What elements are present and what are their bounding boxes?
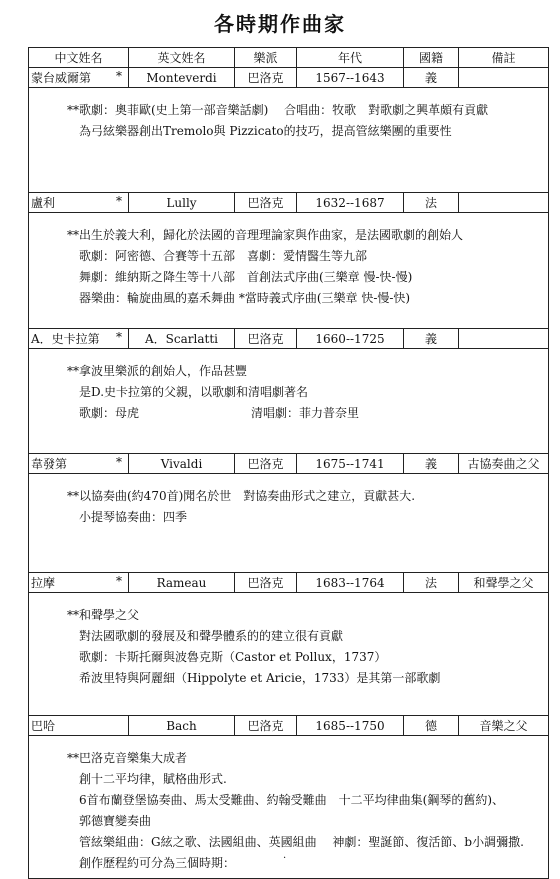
english-name: Monteverdi bbox=[129, 68, 235, 88]
english-name: Rameau bbox=[129, 573, 235, 593]
composer-desc-vivaldi bbox=[29, 474, 549, 573]
school: 巴洛克 bbox=[235, 573, 297, 593]
nationality: 德 bbox=[404, 716, 459, 736]
desc-line: 清唱劇：菲力普奈里 bbox=[251, 406, 360, 420]
desc-line: 創十二平均律，賦格曲形式. bbox=[79, 772, 227, 786]
desc-line: 歌劇：母虎 bbox=[79, 406, 140, 420]
composer-desc-monteverdi bbox=[29, 88, 549, 193]
chinese-name: A．史卡拉第 bbox=[31, 332, 100, 346]
composer-row-monteverdi bbox=[29, 68, 549, 88]
nationality: 義 bbox=[404, 454, 459, 474]
star-mark: * bbox=[116, 194, 122, 208]
era: 1675--1741 bbox=[297, 454, 404, 474]
table-header-row bbox=[29, 48, 549, 68]
star-mark: * bbox=[116, 69, 122, 83]
desc-line: **拿波里樂派的創始人，作品甚豐 bbox=[67, 364, 248, 378]
header-chinese-name: 中文姓名 bbox=[29, 48, 129, 68]
composer-row-scarlatti bbox=[29, 329, 549, 349]
composer-row-vivaldi bbox=[29, 454, 549, 474]
desc-line: 對法國歌劇的發展及和聲學體系的的建立很有貢獻 bbox=[79, 629, 344, 643]
desc-line: 器樂曲：輪旋曲風的嘉禾舞曲 *當時義式序曲(三樂章 快-慢-快) bbox=[79, 291, 411, 305]
desc-line: 舞劇：維納斯之降生等十八部 首創法式序曲(三樂章 慢-快-慢) bbox=[79, 270, 413, 284]
header-english-name: 英文姓名 bbox=[129, 48, 235, 68]
english-name: Vivaldi bbox=[129, 454, 235, 474]
header-school: 樂派 bbox=[235, 48, 297, 68]
school: 巴洛克 bbox=[235, 716, 297, 736]
header-era: 年代 bbox=[297, 48, 404, 68]
desc-line: **巴洛克音樂集大成者 bbox=[67, 751, 188, 765]
composer-desc-bach bbox=[29, 736, 549, 879]
chinese-name: 蒙台威爾第 bbox=[31, 71, 92, 85]
chinese-name: 韋發第 bbox=[31, 457, 68, 471]
desc-line: 6首布蘭登堡協奏曲、馬太受難曲、約翰受難曲 十二平均律曲集(鋼琴的舊約)、 bbox=[79, 793, 505, 807]
page-title: 各時期作曲家 bbox=[214, 12, 346, 36]
composer-row-rameau bbox=[29, 573, 549, 593]
chinese-name: 拉摩 bbox=[31, 576, 56, 590]
desc-line: 小提琴協奏曲：四季 bbox=[79, 510, 188, 524]
remarks bbox=[459, 68, 549, 88]
remarks bbox=[459, 193, 549, 213]
nationality: 法 bbox=[404, 573, 459, 593]
composer-desc-lully bbox=[29, 213, 549, 329]
remarks: 音樂之父 bbox=[459, 716, 549, 736]
remarks bbox=[459, 329, 549, 349]
english-name: A．Scarlatti bbox=[129, 329, 235, 349]
desc-line: 創作歷程約可分為三個時期： bbox=[79, 856, 236, 870]
header-remarks: 備註 bbox=[459, 48, 549, 68]
nationality: 義 bbox=[404, 329, 459, 349]
desc-line: **歌劇：奧菲歐(史上第一部音樂話劇) 合唱曲：牧歌 對歌劇之興革頗有貢獻 bbox=[67, 103, 489, 117]
composer-desc-rameau bbox=[29, 593, 549, 716]
desc-line: **出生於義大利，歸化於法國的音理理論家與作曲家，是法國歌劇的創始人 bbox=[67, 228, 464, 242]
composer-table bbox=[28, 47, 549, 879]
school: 巴洛克 bbox=[235, 193, 297, 213]
chinese-name: 巴哈 bbox=[31, 719, 56, 733]
nationality: 義 bbox=[404, 68, 459, 88]
footer-mark: . bbox=[283, 850, 287, 861]
desc-line: 管絃樂組曲：G絃之歌、法國組曲、英國組曲 神劇：聖誕節、復活節、b小調彌撒. bbox=[79, 835, 524, 849]
era: 1632--1687 bbox=[297, 193, 404, 213]
desc-line: 歌劇：卡斯托爾與波魯克斯（Castor et Pollux，1737） bbox=[79, 650, 387, 664]
remarks: 古協奏曲之父 bbox=[459, 454, 549, 474]
school: 巴洛克 bbox=[235, 68, 297, 88]
desc-line: 歌劇：阿密德、合賽等十五部 喜劇：愛情醫生等九部 bbox=[79, 249, 368, 263]
era: 1683--1764 bbox=[297, 573, 404, 593]
era: 1567--1643 bbox=[297, 68, 404, 88]
chinese-name: 盧利 bbox=[31, 196, 56, 210]
english-name: Lully bbox=[129, 193, 235, 213]
composer-desc-scarlatti bbox=[29, 349, 549, 454]
star-mark: * bbox=[116, 455, 122, 469]
nationality: 法 bbox=[404, 193, 459, 213]
star-mark: * bbox=[116, 574, 122, 588]
desc-line: **和聲學之父 bbox=[67, 608, 140, 622]
desc-line: 郭德寶變奏曲 bbox=[79, 814, 152, 828]
school: 巴洛克 bbox=[235, 454, 297, 474]
star-mark: * bbox=[116, 330, 122, 344]
desc-line: **以協奏曲(約470首)聞名於世 對協奏曲形式之建立，貢獻甚大. bbox=[67, 489, 416, 503]
school: 巴洛克 bbox=[235, 329, 297, 349]
composer-row-bach bbox=[29, 716, 549, 736]
remarks: 和聲學之父 bbox=[459, 573, 549, 593]
desc-line: 希波里特與阿麗細（Hippolyte et Aricie，1733）是其第一部歌劇 bbox=[79, 671, 441, 685]
desc-line: 是D.史卡拉第的父親，以歌劇和清唱劇著名 bbox=[79, 385, 309, 399]
composer-row-lully bbox=[29, 193, 549, 213]
era: 1685--1750 bbox=[297, 716, 404, 736]
desc-line: 為弓絃樂器創出Tremolo與 Pizzicato的技巧，提高管絃樂團的重要性 bbox=[79, 124, 452, 138]
english-name: Bach bbox=[129, 716, 235, 736]
era: 1660--1725 bbox=[297, 329, 404, 349]
header-nationality: 國籍 bbox=[404, 48, 459, 68]
